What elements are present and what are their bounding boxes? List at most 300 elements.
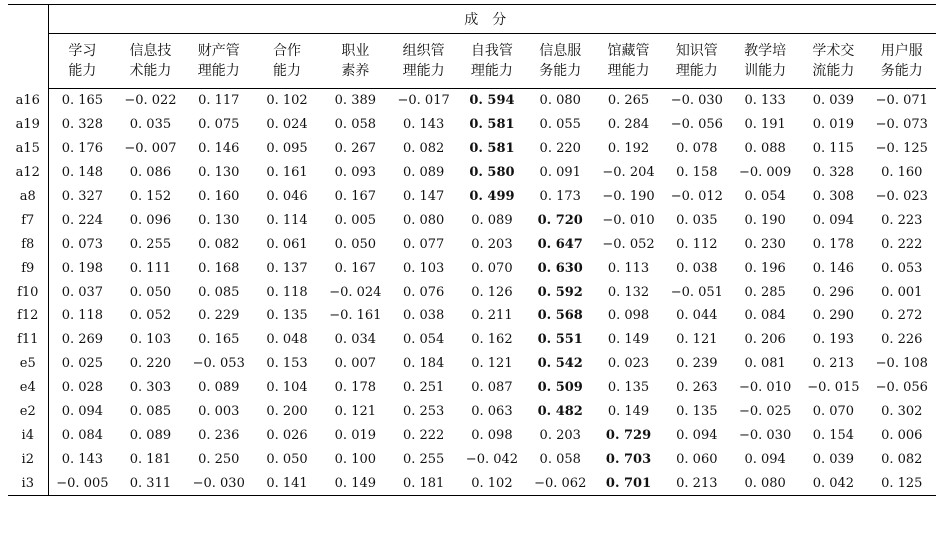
loading-cell: 0. 111 bbox=[129, 260, 172, 276]
loading-cell: −0. 062 bbox=[526, 471, 594, 495]
column-header bbox=[389, 34, 457, 89]
row-label: a15 bbox=[8, 137, 48, 161]
loading-cell: 0. 184 bbox=[402, 356, 445, 372]
loading-cell: 0. 255 bbox=[129, 236, 172, 252]
column-header-line2: 能力 bbox=[273, 63, 302, 79]
loading-cell: −0. 023 bbox=[875, 189, 928, 204]
column-header-line2: 理能力 bbox=[470, 63, 513, 79]
loading-cell: 0. 154 bbox=[812, 427, 855, 443]
loading-cell: 0. 206 bbox=[744, 332, 786, 348]
loading-cell: 0. 125 bbox=[868, 471, 936, 495]
table-row bbox=[8, 113, 936, 137]
loading-cell: 0. 082 bbox=[198, 236, 240, 252]
row-label: a12 bbox=[8, 161, 48, 185]
loading-cell: 0. 039 bbox=[812, 451, 855, 467]
column-header-line1: 馆藏管 bbox=[607, 43, 650, 59]
loading-cell: −0. 053 bbox=[192, 356, 245, 372]
loading-cell: 0. 328 bbox=[812, 165, 855, 181]
loading-cell: −0. 009 bbox=[738, 165, 792, 181]
loading-cell: 0. 551 bbox=[537, 332, 583, 348]
loading-cell: 0. 085 bbox=[129, 404, 172, 420]
loading-cell: 0. 055 bbox=[539, 117, 581, 133]
loading-cell: −0. 005 bbox=[48, 471, 116, 495]
loading-cell: 0. 042 bbox=[799, 471, 867, 495]
column-header-line1: 学习 bbox=[68, 43, 97, 59]
loading-cell: −0. 012 bbox=[670, 189, 723, 204]
loading-cell: 0. 178 bbox=[812, 236, 855, 252]
loading-cell: 0. 147 bbox=[402, 189, 445, 204]
loading-cell: 0. 037 bbox=[61, 284, 104, 300]
loading-cell: 0. 034 bbox=[334, 332, 377, 348]
loading-cell: 0. 058 bbox=[539, 451, 581, 467]
loading-cell: 0. 265 bbox=[607, 93, 650, 109]
loading-cell: 0. 132 bbox=[607, 284, 650, 300]
row-label: f11 bbox=[8, 328, 48, 352]
loading-cell: 0. 103 bbox=[402, 260, 445, 276]
loading-cell: 0. 198 bbox=[61, 260, 104, 276]
loading-cell: 0. 035 bbox=[129, 117, 172, 133]
loading-cell: 0. 039 bbox=[812, 93, 855, 109]
loading-cell: 0. 327 bbox=[61, 189, 104, 204]
loading-cell: 0. 222 bbox=[402, 427, 445, 443]
column-header bbox=[321, 34, 389, 89]
loading-cell: 0. 133 bbox=[744, 93, 786, 109]
loading-cell: 0. 160 bbox=[198, 189, 240, 204]
row-label: f12 bbox=[8, 304, 48, 328]
loading-cell: 0. 091 bbox=[539, 165, 581, 181]
loading-cell: 0. 158 bbox=[676, 165, 718, 181]
loading-cell: 0. 255 bbox=[402, 451, 445, 467]
loading-cell: −0. 073 bbox=[875, 117, 928, 133]
loading-cell: 0. 077 bbox=[402, 236, 445, 252]
loading-cell: 0. 089 bbox=[198, 380, 240, 396]
loading-cell: 0. 026 bbox=[266, 427, 308, 443]
loading-cell: 0. 052 bbox=[129, 308, 172, 324]
loading-cell: 0. 592 bbox=[537, 284, 583, 300]
loading-cell: 0. 328 bbox=[61, 117, 104, 133]
loading-cell: 0. 267 bbox=[334, 141, 377, 157]
loading-cell: 0. 253 bbox=[402, 404, 445, 420]
loading-cell: 0. 148 bbox=[61, 165, 104, 181]
loading-cell: 0. 213 bbox=[812, 356, 855, 372]
table-row bbox=[8, 232, 936, 256]
loading-cell: 0. 581 bbox=[469, 117, 515, 133]
loading-cell: 0. 080 bbox=[402, 212, 445, 228]
loading-cell: 0. 048 bbox=[266, 332, 308, 348]
loading-cell: 0. 102 bbox=[458, 471, 526, 495]
loading-cell: 0. 729 bbox=[605, 427, 652, 443]
loading-cell: −0. 125 bbox=[875, 141, 928, 157]
loading-cell: 0. 088 bbox=[744, 141, 786, 157]
loading-cell: 0. 085 bbox=[198, 284, 240, 300]
loading-cell: 0. 070 bbox=[812, 404, 855, 420]
loading-cell: 0. 224 bbox=[61, 212, 104, 228]
column-header-line2: 理能力 bbox=[607, 63, 650, 79]
loading-cell: 0. 038 bbox=[676, 260, 718, 276]
column-header-line2: 理能力 bbox=[197, 63, 240, 79]
loading-cell: 0. 149 bbox=[607, 332, 650, 348]
loading-cell: 0. 389 bbox=[334, 93, 377, 109]
loading-cell: 0. 720 bbox=[537, 212, 583, 228]
loading-cell: 0. 153 bbox=[266, 356, 308, 372]
column-header-line2: 能力 bbox=[68, 63, 97, 79]
loading-cell: 0. 135 bbox=[676, 404, 718, 420]
loading-cell: 0. 023 bbox=[607, 356, 650, 372]
loading-cell: 0. 096 bbox=[129, 212, 172, 228]
loading-cell: 0. 035 bbox=[676, 212, 718, 228]
loading-cell: 0. 146 bbox=[198, 141, 240, 157]
loading-cell: 0. 149 bbox=[607, 404, 650, 420]
loading-cell: 0. 054 bbox=[402, 332, 445, 348]
loading-cell: 0. 630 bbox=[537, 260, 583, 276]
loading-cell: 0. 058 bbox=[334, 117, 377, 133]
loading-cell: 0. 060 bbox=[676, 451, 718, 467]
loading-cell: 0. 220 bbox=[539, 141, 581, 157]
table-row bbox=[8, 161, 936, 185]
loading-cell: 0. 094 bbox=[676, 427, 718, 443]
loading-cell: 0. 176 bbox=[61, 141, 104, 157]
loading-cell: 0. 162 bbox=[471, 332, 513, 348]
loading-cell: 0. 080 bbox=[731, 471, 799, 495]
loading-cell: 0. 054 bbox=[744, 189, 786, 204]
row-label: e4 bbox=[8, 376, 48, 400]
loading-cell: 0. 075 bbox=[198, 117, 240, 133]
loading-cell: 0. 098 bbox=[471, 427, 513, 443]
table-row bbox=[8, 352, 936, 376]
column-header-line2: 务能力 bbox=[539, 63, 582, 79]
loading-cell: 0. 167 bbox=[334, 260, 377, 276]
column-header-line2: 术能力 bbox=[129, 63, 172, 79]
loading-cell: 0. 146 bbox=[812, 260, 855, 276]
loading-cell: 0. 089 bbox=[129, 427, 172, 443]
table-row bbox=[8, 256, 936, 280]
corner-cell bbox=[8, 5, 48, 89]
loading-cell: −0. 030 bbox=[738, 427, 792, 443]
loading-table-container bbox=[8, 4, 936, 496]
loading-cell: −0. 052 bbox=[602, 236, 655, 252]
column-header-line1: 学术交 bbox=[812, 43, 855, 59]
loading-cell: −0. 010 bbox=[738, 380, 792, 396]
loading-cell: 0. 509 bbox=[537, 380, 583, 396]
loading-cell: 0. 149 bbox=[321, 471, 389, 495]
loading-cell: 0. 222 bbox=[881, 236, 923, 252]
loading-cell: 0. 135 bbox=[607, 380, 650, 396]
table-row bbox=[8, 423, 936, 447]
loading-cell: 0. 229 bbox=[198, 308, 240, 324]
table-row bbox=[8, 137, 936, 161]
table-row bbox=[8, 89, 936, 113]
loading-cell: −0. 010 bbox=[602, 212, 655, 228]
column-header-line1: 用户服 bbox=[880, 43, 923, 59]
loading-cell: 0. 173 bbox=[539, 189, 581, 204]
loading-cell: 0. 165 bbox=[198, 332, 240, 348]
column-header-line2: 流能力 bbox=[812, 63, 855, 79]
loading-cell: 0. 191 bbox=[744, 117, 786, 133]
loading-cell: 0. 250 bbox=[198, 451, 240, 467]
loading-cell: 0. 024 bbox=[266, 117, 308, 133]
row-label: a19 bbox=[8, 113, 48, 137]
loading-cell: 0. 196 bbox=[744, 260, 786, 276]
loading-cell: 0. 296 bbox=[812, 284, 855, 300]
loading-cell: 0. 006 bbox=[881, 427, 923, 443]
loading-cell: 0. 126 bbox=[471, 284, 513, 300]
loading-cell: 0. 061 bbox=[266, 236, 308, 252]
column-header-line1: 信息技 bbox=[129, 43, 172, 59]
loading-cell: 0. 044 bbox=[676, 308, 718, 324]
loading-cell: 0. 050 bbox=[129, 284, 172, 300]
column-header bbox=[48, 34, 116, 89]
loading-cell: 0. 038 bbox=[402, 308, 445, 324]
loading-cell: 0. 082 bbox=[402, 141, 445, 157]
loading-cell: 0. 094 bbox=[61, 404, 104, 420]
loading-cell: 0. 499 bbox=[469, 189, 515, 204]
loading-cell: 0. 251 bbox=[402, 380, 445, 396]
loading-cell: 0. 178 bbox=[334, 380, 377, 396]
loading-cell: 0. 269 bbox=[61, 332, 104, 348]
loading-cell: 0. 028 bbox=[61, 380, 104, 396]
column-header bbox=[868, 34, 936, 89]
loading-cell: 0. 081 bbox=[744, 356, 786, 372]
column-header-row bbox=[8, 34, 936, 89]
loading-cell: −0. 108 bbox=[875, 356, 928, 372]
loading-cell: 0. 094 bbox=[744, 451, 786, 467]
loading-cell: 0. 167 bbox=[334, 189, 377, 204]
column-header-line1: 自我管 bbox=[470, 43, 513, 59]
row-label: f9 bbox=[8, 256, 48, 280]
loading-cell: −0. 017 bbox=[397, 93, 450, 109]
loading-cell: 0. 236 bbox=[198, 427, 240, 443]
table-row bbox=[8, 447, 936, 471]
loading-cell: −0. 204 bbox=[602, 165, 655, 181]
loading-cell: 0. 311 bbox=[116, 471, 184, 495]
loading-cell: 0. 181 bbox=[129, 451, 172, 467]
loading-cell: 0. 192 bbox=[607, 141, 650, 157]
loading-cell: 0. 190 bbox=[744, 212, 786, 228]
loading-cell: 0. 141 bbox=[253, 471, 321, 495]
column-header-line2: 务能力 bbox=[880, 63, 923, 79]
loading-cell: −0. 015 bbox=[807, 380, 860, 396]
column-header-line1: 组织管 bbox=[402, 43, 445, 59]
loading-cell: 0. 086 bbox=[129, 165, 172, 181]
column-header-line1: 知识管 bbox=[675, 43, 718, 59]
loading-cell: 0. 019 bbox=[812, 117, 855, 133]
loading-cell: 0. 073 bbox=[61, 236, 104, 252]
loading-cell: 0. 102 bbox=[266, 93, 308, 109]
loading-cell: 0. 118 bbox=[61, 308, 104, 324]
loading-cell: 0. 230 bbox=[744, 236, 786, 252]
loading-cell: −0. 030 bbox=[185, 471, 253, 495]
loading-cell: 0. 181 bbox=[389, 471, 457, 495]
row-label: i3 bbox=[8, 471, 48, 495]
loading-cell: 0. 078 bbox=[676, 141, 718, 157]
column-header bbox=[526, 34, 594, 89]
loading-cell: 0. 089 bbox=[402, 165, 445, 181]
loading-cell: 0. 220 bbox=[129, 356, 172, 372]
column-header-line2: 训能力 bbox=[744, 63, 787, 79]
row-label: a16 bbox=[8, 89, 48, 113]
loading-cell: 0. 135 bbox=[266, 308, 308, 324]
loading-cell: 0. 114 bbox=[266, 212, 308, 228]
loading-cell: 0. 118 bbox=[266, 284, 308, 300]
loading-cell: 0. 117 bbox=[198, 93, 240, 109]
loading-cell: −0. 030 bbox=[670, 93, 723, 109]
loading-cell: 0. 121 bbox=[676, 332, 718, 348]
loading-cell: 0. 594 bbox=[469, 93, 515, 109]
table-row bbox=[8, 280, 936, 304]
loading-cell: −0. 025 bbox=[738, 404, 792, 420]
loading-cell: 0. 285 bbox=[744, 284, 786, 300]
loading-cell: 0. 050 bbox=[334, 236, 377, 252]
loading-cell: 0. 168 bbox=[198, 260, 240, 276]
loading-cell: 0. 113 bbox=[607, 260, 650, 276]
loading-cell: 0. 200 bbox=[266, 404, 308, 420]
loading-cell: 0. 239 bbox=[676, 356, 718, 372]
row-label: e5 bbox=[8, 352, 48, 376]
loading-cell: 0. 160 bbox=[881, 165, 923, 181]
column-header-line1: 合作 bbox=[273, 43, 302, 59]
loading-cell: 0. 087 bbox=[471, 380, 513, 396]
loading-cell: 0. 211 bbox=[471, 308, 513, 324]
table-body bbox=[8, 89, 936, 496]
table-row bbox=[8, 185, 936, 209]
table-row bbox=[8, 471, 936, 495]
loading-cell: 0. 082 bbox=[881, 451, 923, 467]
loading-cell: 0. 542 bbox=[537, 356, 583, 372]
loading-cell: 0. 272 bbox=[881, 308, 923, 324]
loading-cell: 0. 104 bbox=[266, 380, 308, 396]
loading-cell: 0. 001 bbox=[881, 284, 923, 300]
column-header-line1: 信息服 bbox=[539, 43, 582, 59]
loading-cell: 0. 076 bbox=[402, 284, 445, 300]
loading-cell: 0. 112 bbox=[676, 236, 718, 252]
column-header-line1: 教学培 bbox=[744, 43, 787, 59]
column-header bbox=[185, 34, 253, 89]
row-label: i2 bbox=[8, 447, 48, 471]
loading-cell: 0. 100 bbox=[334, 451, 377, 467]
loading-cell: 0. 070 bbox=[471, 260, 513, 276]
loading-cell: 0. 089 bbox=[471, 212, 513, 228]
loading-cell: 0. 084 bbox=[744, 308, 786, 324]
loading-cell: 0. 303 bbox=[129, 380, 172, 396]
loading-cell: 0. 284 bbox=[607, 117, 650, 133]
loading-cell: 0. 161 bbox=[266, 165, 308, 181]
column-header bbox=[458, 34, 526, 89]
loading-cell: 0. 098 bbox=[607, 308, 650, 324]
row-label: a8 bbox=[8, 185, 48, 209]
loading-cell: 0. 193 bbox=[812, 332, 855, 348]
table-row bbox=[8, 304, 936, 328]
loading-cell: 0. 308 bbox=[812, 189, 855, 204]
loading-cell: 0. 007 bbox=[334, 356, 377, 372]
loading-cell: 0. 213 bbox=[663, 471, 731, 495]
column-header bbox=[731, 34, 799, 89]
loading-cell: 0. 003 bbox=[198, 404, 240, 420]
loading-cell: −0. 022 bbox=[124, 93, 177, 109]
table-row bbox=[8, 376, 936, 400]
loading-cell: 0. 063 bbox=[471, 404, 513, 420]
loading-cell: 0. 137 bbox=[266, 260, 308, 276]
loading-cell: −0. 190 bbox=[602, 189, 655, 204]
column-header-line2: 理能力 bbox=[675, 63, 718, 79]
loading-cell: 0. 482 bbox=[537, 404, 583, 420]
loading-cell: 0. 568 bbox=[537, 308, 583, 324]
column-header-line2: 理能力 bbox=[402, 63, 445, 79]
table-row bbox=[8, 208, 936, 232]
column-header bbox=[799, 34, 867, 89]
loading-cell: 0. 203 bbox=[539, 427, 581, 443]
loading-cell: 0. 115 bbox=[812, 141, 855, 157]
loading-cell: 0. 019 bbox=[334, 427, 377, 443]
loading-cell: 0. 103 bbox=[129, 332, 172, 348]
column-header-line1: 财产管 bbox=[197, 43, 240, 59]
loading-cell: 0. 302 bbox=[881, 404, 923, 420]
loading-cell: 0. 053 bbox=[881, 260, 923, 276]
loading-cell: 0. 130 bbox=[198, 212, 240, 228]
loading-cell: 0. 050 bbox=[266, 451, 308, 467]
row-label: f7 bbox=[8, 208, 48, 232]
loading-cell: 0. 581 bbox=[469, 141, 515, 157]
loading-cell: 0. 152 bbox=[129, 189, 172, 204]
loading-cell: −0. 161 bbox=[329, 308, 382, 324]
loading-cell: −0. 056 bbox=[875, 380, 928, 396]
table-row bbox=[8, 328, 936, 352]
column-header bbox=[663, 34, 731, 89]
loading-cell: 0. 095 bbox=[266, 141, 308, 157]
loading-cell: 0. 080 bbox=[539, 93, 581, 109]
loading-cell: 0. 263 bbox=[676, 380, 718, 396]
column-header-line1: 职业 bbox=[341, 43, 370, 59]
column-header bbox=[116, 34, 184, 89]
row-label: i4 bbox=[8, 423, 48, 447]
column-header bbox=[253, 34, 321, 89]
loading-cell: −0. 051 bbox=[670, 284, 723, 300]
loading-cell: 0. 121 bbox=[471, 356, 513, 372]
loading-cell: 0. 165 bbox=[61, 93, 104, 109]
loading-cell: 0. 290 bbox=[812, 308, 855, 324]
row-label: e2 bbox=[8, 400, 48, 424]
loading-cell: 0. 703 bbox=[605, 451, 652, 467]
loading-cell: 0. 046 bbox=[266, 189, 308, 204]
loading-cell: 0. 093 bbox=[334, 165, 377, 181]
loading-cell: 0. 701 bbox=[594, 471, 662, 495]
group-header: 成分 bbox=[48, 5, 936, 34]
loading-cell: 0. 580 bbox=[469, 165, 515, 181]
loading-cell: 0. 647 bbox=[537, 236, 583, 252]
loading-cell: 0. 143 bbox=[61, 451, 104, 467]
loading-cell: 0. 121 bbox=[334, 404, 377, 420]
row-label: f10 bbox=[8, 280, 48, 304]
loading-cell: 0. 226 bbox=[881, 332, 923, 348]
loading-cell: −0. 056 bbox=[670, 117, 723, 133]
loading-cell: 0. 223 bbox=[881, 212, 923, 228]
loading-cell: 0. 130 bbox=[198, 165, 240, 181]
loading-cell: 0. 005 bbox=[334, 212, 377, 228]
loading-cell: 0. 025 bbox=[61, 356, 104, 372]
loading-cell: 0. 094 bbox=[812, 212, 855, 228]
loading-cell: −0. 007 bbox=[124, 141, 177, 157]
row-label: f8 bbox=[8, 232, 48, 256]
column-header-line2: 素养 bbox=[341, 63, 370, 79]
loading-cell: −0. 071 bbox=[875, 93, 928, 109]
loading-cell: 0. 143 bbox=[402, 117, 445, 133]
loading-cell: −0. 042 bbox=[465, 451, 519, 467]
loading-cell: −0. 024 bbox=[329, 284, 382, 300]
loading-cell: 0. 084 bbox=[61, 427, 104, 443]
table-row bbox=[8, 400, 936, 424]
column-header bbox=[594, 34, 662, 89]
factor-loading-table bbox=[8, 4, 936, 496]
loading-cell: 0. 203 bbox=[471, 236, 513, 252]
